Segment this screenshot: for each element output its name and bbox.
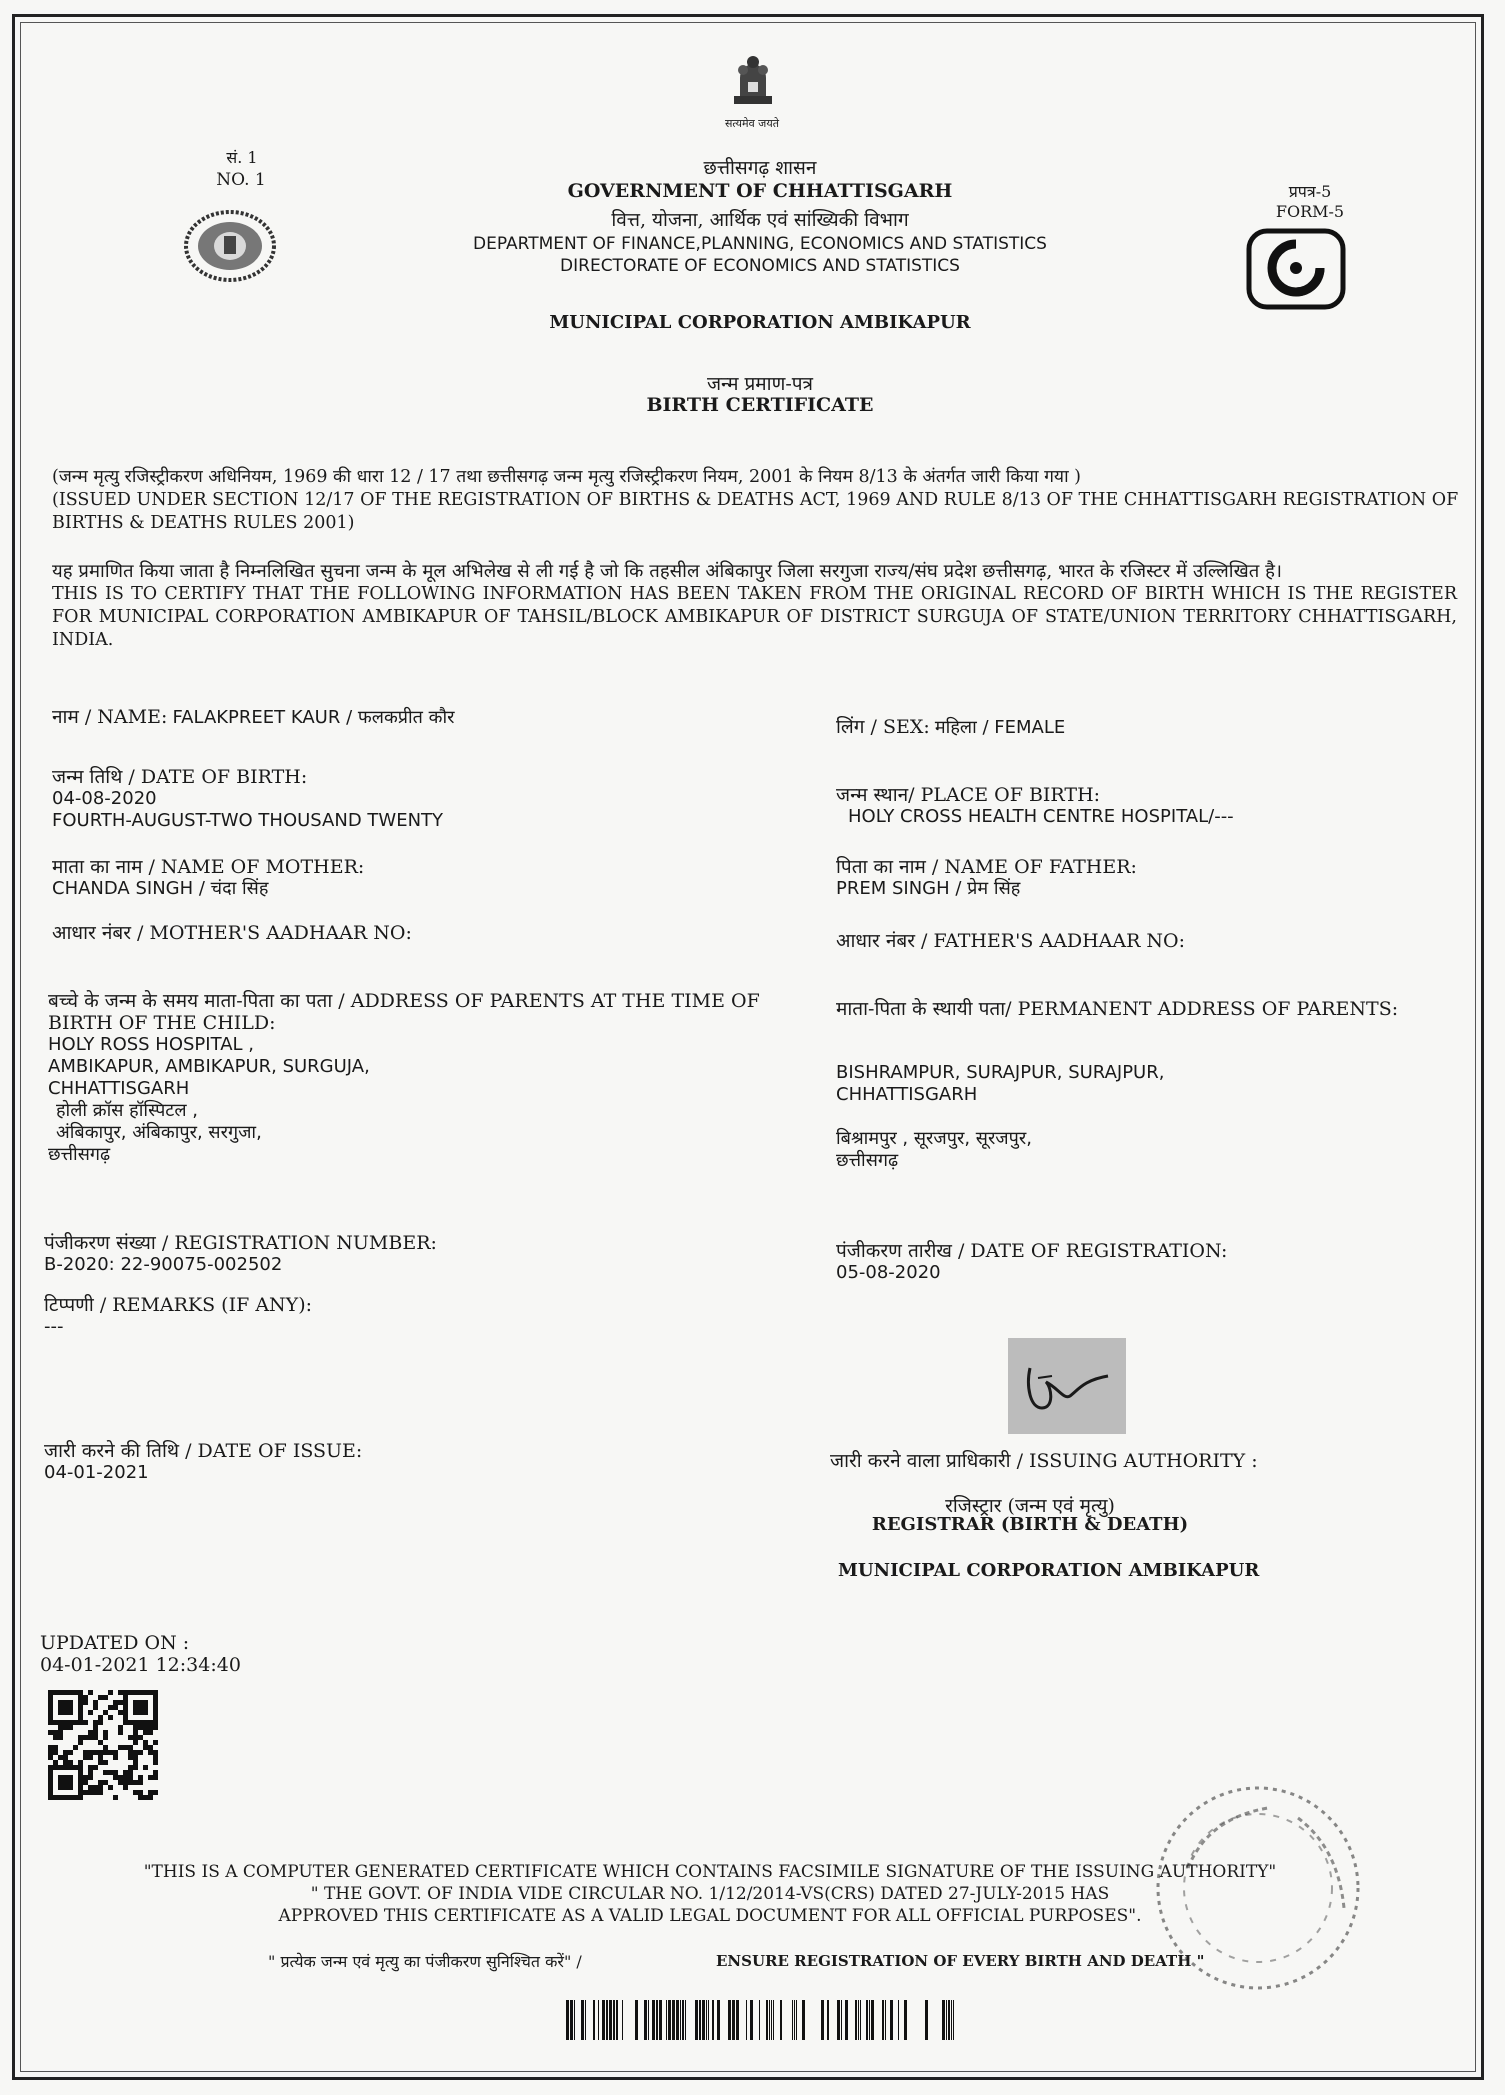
registration-number-value: B-2020: 22-90075-002502: [44, 1254, 283, 1275]
certificate-title-hi: जन्म प्रमाण-पत्र: [706, 373, 814, 395]
registration-date-field: [836, 1240, 1227, 1284]
dob-field: [52, 766, 443, 832]
father-value: PREM SINGH / प्रेम सिंह: [836, 878, 1021, 899]
qr-code-icon: [48, 1690, 158, 1800]
signature-icon: [1008, 1338, 1126, 1434]
permanent-address-hi: [836, 1128, 1032, 1172]
sex-value: महिला / FEMALE: [934, 717, 1066, 738]
footer-line-1: "THIS IS A COMPUTER GENERATED CERTIFICATE WHICH CONTAINS FACSIMILE SIGNATURE OF THE ISSUING AUTHORITY": [143, 1862, 1277, 1882]
registration-date-label: पंजीकरण तारीख / DATE OF REGISTRATION:: [836, 1240, 1228, 1262]
issue-date-value: 04-01-2021: [44, 1462, 149, 1483]
remarks-value: ---: [44, 1316, 64, 1337]
mother-field: [52, 856, 364, 900]
registration-number-field: [44, 1232, 437, 1276]
pob-field: [836, 784, 1234, 828]
gov-title-hi: छत्तीसगढ़ शासन: [703, 157, 817, 179]
remarks-label: टिप्पणी / REMARKS (IF ANY):: [44, 1294, 313, 1316]
pob-value: HOLY CROSS HEALTH CENTRE HOSPITAL/---: [848, 806, 1234, 827]
birth-address-field: [48, 990, 760, 1166]
form-no-hi: प्रपत्र-5: [1288, 182, 1332, 201]
father-aadhaar-label: आधार नंबर / FATHER'S AADHAAR NO:: [836, 930, 1186, 952]
pob-label: जन्म स्थान/ PLACE OF BIRTH:: [836, 784, 1101, 806]
state-seal-icon: [182, 208, 278, 284]
permanent-address-hi-1: बिश्रामपुर , सूरजपुर, सूरजपुर,: [836, 1128, 1032, 1149]
updated-on-field: [40, 1632, 241, 1676]
certify-en: THIS IS TO CERTIFY THAT THE FOLLOWING INFORMATION HAS BEEN TAKEN FROM THE ORIGINAL RECORD OF BIRTH WHICH IS THE REGISTER FOR MUNICIPAL CORPORATION AMBIKAPUR OF TAHSIL/BLOCK AMBIKAPUR OF DISTRICT SURGUJA OF STATE/UNION TERRITORY CHHATTISGARH, INDIA.: [52, 584, 1457, 650]
crs-logo-icon: [1246, 228, 1346, 310]
sex-field: [836, 716, 1065, 739]
registrar-hi: रजिस्ट्रार (जन्म एवं मृत्यु): [945, 1495, 1115, 1517]
slogan-hi: " प्रत्येक जन्म एवं मृत्यु का पंजीकरण सुनिश्चित करें" /: [268, 1952, 582, 1971]
dob-value: 04-08-2020: [52, 788, 157, 809]
mother-value: CHANDA SINGH / चंदा सिंह: [52, 878, 269, 899]
footer-line-3: APPROVED THIS CERTIFICATE AS A VALID LEGAL DOCUMENT FOR ALL OFFICIAL PURPOSES".: [278, 1906, 1142, 1926]
birth-address-hi-1: होली क्रॉस हॉस्पिटल ,: [56, 1100, 199, 1121]
birth-address-hi-2: अंबिकापुर, अंबिकापुर, सरगुजा,: [56, 1122, 262, 1143]
birth-address-line-1: HOLY ROSS HOSPITAL ,: [48, 1034, 254, 1055]
certificate-title-en: BIRTH CERTIFICATE: [646, 394, 874, 416]
issue-date-field: [44, 1440, 362, 1484]
father-aadhaar-field: [836, 930, 1185, 952]
registration-date-value: 05-08-2020: [836, 1262, 941, 1283]
gov-title-en: GOVERNMENT OF CHHATTISGARH: [567, 180, 953, 202]
issued-under-en-2: BIRTHS & DEATHS RULES 2001): [52, 513, 355, 533]
slogan-en: ENSURE REGISTRATION OF EVERY BIRTH AND DEATH ": [716, 1952, 1205, 1970]
updated-on-value: 04-01-2021 12:34:40: [40, 1654, 241, 1676]
barcode-icon: [566, 2000, 956, 2040]
name-field: [52, 706, 455, 729]
issuing-authority-field: [830, 1450, 1258, 1472]
directorate-title: DIRECTORATE OF ECONOMICS AND STATISTICS: [560, 256, 960, 276]
permanent-address-hi-2: छत्तीसगढ़: [836, 1150, 899, 1171]
name-label: नाम / NAME:: [52, 706, 168, 728]
authority-organisation: MUNICIPAL CORPORATION AMBIKAPUR: [838, 1560, 1260, 1581]
certify-text: [52, 560, 1457, 652]
mother-aadhaar-label: आधार नंबर / MOTHER'S AADHAAR NO:: [52, 922, 412, 944]
certify-hi: यह प्रमाणित किया जाता है निम्नलिखित सुचना जन्म के मूल अभिलेख से ली गई है जो कि तहसील अंबिकापुर जिला सरगुजा राज्य/संघ प्रदेश छत्तीसगढ़, भारत के रजिस्टर में उल्लिखित है।: [52, 561, 1282, 582]
birth-address-hi-3: छत्तीसगढ़: [48, 1144, 111, 1165]
birth-address-line-2: AMBIKAPUR, AMBIKAPUR, SURGUJA,: [48, 1056, 370, 1077]
mother-label: माता का नाम / NAME OF MOTHER:: [52, 856, 365, 878]
birth-address-label-2: BIRTH OF THE CHILD:: [48, 1012, 276, 1034]
emblem-motto: सत्यमेव जयते: [724, 117, 779, 130]
sex-label: लिंग / SEX:: [836, 716, 930, 738]
dept-title-en: DEPARTMENT OF FINANCE,PLANNING, ECONOMICS AND STATISTICS: [473, 234, 1047, 254]
dob-label: जन्म तिथि / DATE OF BIRTH:: [52, 766, 308, 788]
remarks-field: [44, 1294, 312, 1338]
dept-title-hi: वित्त, योजना, आर्थिक एवं सांख्यिकी विभाग: [611, 209, 909, 231]
serial-no-en: NO. 1: [216, 170, 266, 190]
national-emblem-icon: [718, 52, 788, 122]
mother-aadhaar-field: [52, 922, 412, 944]
serial-no-hi: सं. 1: [226, 148, 258, 167]
dob-words: FOURTH-AUGUST-TWO THOUSAND TWENTY: [52, 810, 444, 831]
form-no-en: FORM-5: [1275, 202, 1345, 221]
permanent-address-line-1: BISHRAMPUR, SURAJPUR, SURAJPUR,: [836, 1062, 1165, 1083]
issued-under-hi: (जन्म मृत्यु रजिस्ट्रीकरण अधिनियम, 1969 की धारा 12 / 17 तथा छत्तीसगढ़ जन्म मृत्यु रजिस्ट्रीकरण नियम, 2001 के नियम 8/13 के अंतर्गत जारी किया गया ): [52, 467, 1081, 487]
birth-address-label-1: बच्चे के जन्म के समय माता-पिता का पता / ADDRESS OF PARENTS AT THE TIME OF: [48, 990, 760, 1012]
corporation-title: MUNICIPAL CORPORATION AMBIKAPUR: [549, 312, 971, 333]
birth-address-line-3: CHHATTISGARH: [48, 1078, 190, 1099]
father-field: [836, 856, 1137, 900]
permanent-address-field: [836, 998, 1398, 1020]
permanent-address-label: माता-पिता के स्थायी पता/ PERMANENT ADDRESS OF PARENTS:: [836, 998, 1399, 1020]
issued-under-en-1: (ISSUED UNDER SECTION 12/17 OF THE REGISTRATION OF BIRTHS & DEATHS ACT, 1969 AND RULE 8/13 OF THE CHHATTISGARH REGISTRATION OF: [52, 490, 1459, 510]
registrar-en: REGISTRAR (BIRTH & DEATH): [871, 1514, 1189, 1535]
registration-number-label: पंजीकरण संख्या / REGISTRATION NUMBER:: [44, 1232, 437, 1254]
issue-date-label: जारी करने की तिथि / DATE OF ISSUE:: [44, 1440, 363, 1462]
name-value: FALAKPREET KAUR / फलकप्रीत कौर: [172, 707, 455, 728]
updated-on-label: UPDATED ON :: [40, 1632, 190, 1654]
permanent-address-line-2: CHHATTISGARH: [836, 1084, 978, 1105]
issued-under-text: [52, 466, 1457, 535]
issuing-authority-label: जारी करने वाला प्राधिकारी / ISSUING AUTHORITY :: [830, 1450, 1258, 1472]
permanent-address-value: [836, 1062, 1164, 1106]
footer-line-2: " THE GOVT. OF INDIA VIDE CIRCULAR NO. 1/12/2014-VS(CRS) DATED 27-JULY-2015 HAS: [310, 1884, 1110, 1904]
father-label: पिता का नाम / NAME OF FATHER:: [836, 856, 1137, 878]
